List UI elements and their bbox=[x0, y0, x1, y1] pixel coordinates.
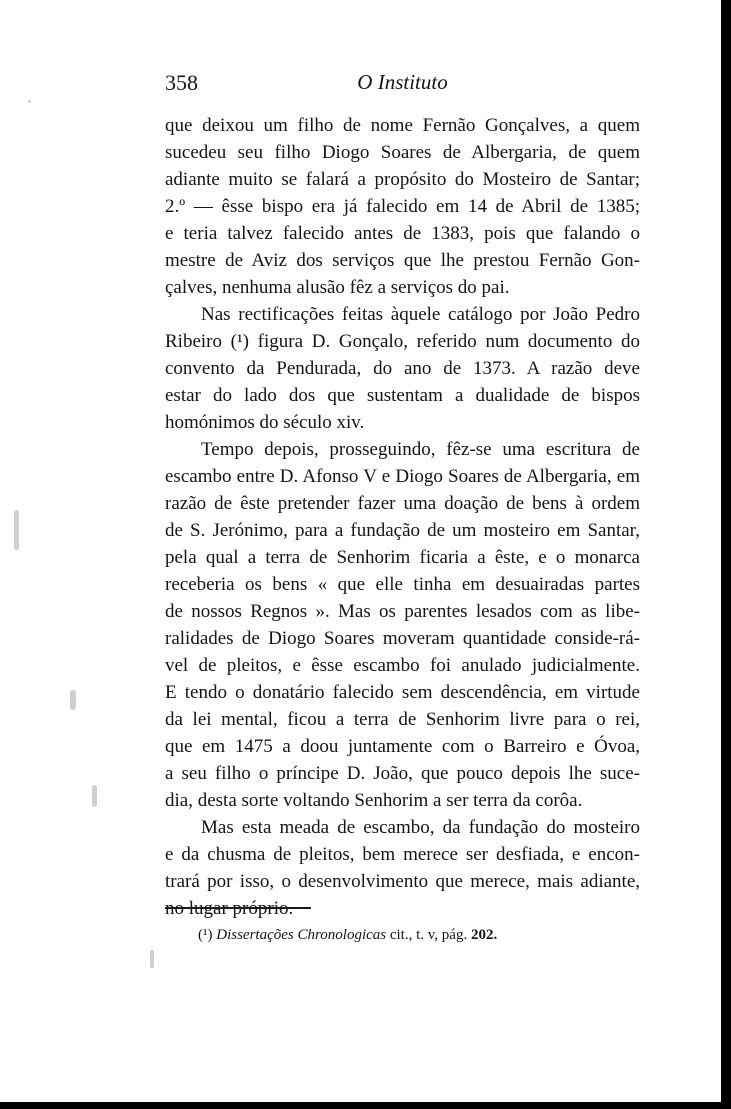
text-line: çalves, nenhuma alusão fêz a serviços do pai. bbox=[165, 277, 510, 298]
page-bottom-shadow bbox=[0, 1102, 731, 1109]
text-line: de nossos Regnos ». Mas os parentes lesados com as libe- bbox=[165, 601, 640, 622]
text-line: trará por isso, o desenvolvimento que merece, mais adiante, bbox=[165, 871, 640, 892]
scan-speck bbox=[92, 785, 97, 807]
text-line: Ribeiro (¹) figura D. Gonçalo, referido num documento do bbox=[165, 331, 640, 352]
body-text bbox=[165, 112, 640, 922]
text-line: Nas rectificações feitas àquele catálogo por João Pedro bbox=[201, 304, 640, 325]
text-line: Tempo depois, prosseguindo, fêz-se uma escritura de bbox=[201, 439, 640, 460]
text-line: estar do lado dos que sustentam a dualidade de bispos bbox=[165, 385, 640, 406]
text-line: que deixou um filho de nome Fernão Gonçalves, a quem bbox=[165, 115, 640, 136]
text-line: que em 1475 a doou juntamente com o Barreiro e Óvoa, bbox=[165, 736, 640, 757]
text-line: vel de pleitos, e êsse escambo foi anulado judicialmente. bbox=[165, 655, 640, 676]
text-line: dia, desta sorte voltando Senhorim a ser terra da corôa. bbox=[165, 790, 583, 811]
text-line: escambo entre D. Afonso V e Diogo Soares de Albergaria, em bbox=[165, 466, 640, 487]
scan-speck bbox=[150, 950, 154, 968]
text-line: no lugar próprio. bbox=[165, 898, 294, 919]
text-line: e da chusma de pleitos, bem merece ser desfiada, e encon- bbox=[165, 844, 640, 865]
footnote-title: Dissertações Chronologicas bbox=[216, 927, 387, 943]
text-line: receberia os bens « que elle tinha em desuairadas partes bbox=[165, 574, 640, 595]
text-line: e teria talvez falecido antes de 1383, pois que falando o bbox=[165, 223, 640, 244]
scan-speck bbox=[28, 100, 31, 103]
footnote-divider bbox=[165, 907, 311, 909]
page-header bbox=[165, 70, 640, 100]
footnote-reference: cit., t. v, pág. bbox=[389, 927, 468, 943]
page-edge-shadow bbox=[721, 0, 731, 1109]
text-line: razão de êste pretender fazer uma doação de bens à ordem bbox=[165, 493, 640, 514]
footnote-marker: (¹) bbox=[198, 927, 213, 943]
page-number: 358 bbox=[165, 70, 198, 95]
scan-speck bbox=[14, 510, 19, 550]
text-line: adiante muito se falará a propósito do Mosteiro de Santar; bbox=[165, 169, 640, 190]
text-line: Mas esta meada de escambo, da fundação do mosteiro bbox=[201, 817, 640, 838]
text-line: ralidades de Diogo Soares moveram quantidade conside-rá- bbox=[165, 628, 640, 649]
text-line: de S. Jerónimo, para a fundação de um mosteiro em Santar, bbox=[165, 520, 640, 541]
text-line: 2.º — êsse bispo era já falecido em 14 de Abril de 1385; bbox=[165, 196, 640, 217]
text-line: pela qual a terra de Senhorim ficaria a êste, e o monarca bbox=[165, 547, 640, 568]
footnote bbox=[198, 927, 497, 944]
text-line: a seu filho o príncipe D. João, que pouco depois lhe suce- bbox=[165, 763, 640, 784]
text-line: convento da Pendurada, do ano de 1373. A razão deve bbox=[165, 358, 640, 379]
text-line: homónimos do século xiv. bbox=[165, 412, 365, 433]
text-line: da lei mental, ficou a terra de Senhorim livre para o rei, bbox=[165, 709, 640, 730]
running-title: O Instituto bbox=[357, 70, 448, 94]
text-line: sucedeu seu filho Diogo Soares de Albergaria, de quem bbox=[165, 142, 640, 163]
footnote-page: 202. bbox=[470, 927, 498, 943]
text-line: E tendo o donatário falecido sem descendência, em virtude bbox=[165, 682, 640, 703]
text-line: mestre de Aviz dos serviços que lhe prestou Fernão Gon- bbox=[165, 250, 640, 271]
scan-speck bbox=[70, 690, 76, 710]
